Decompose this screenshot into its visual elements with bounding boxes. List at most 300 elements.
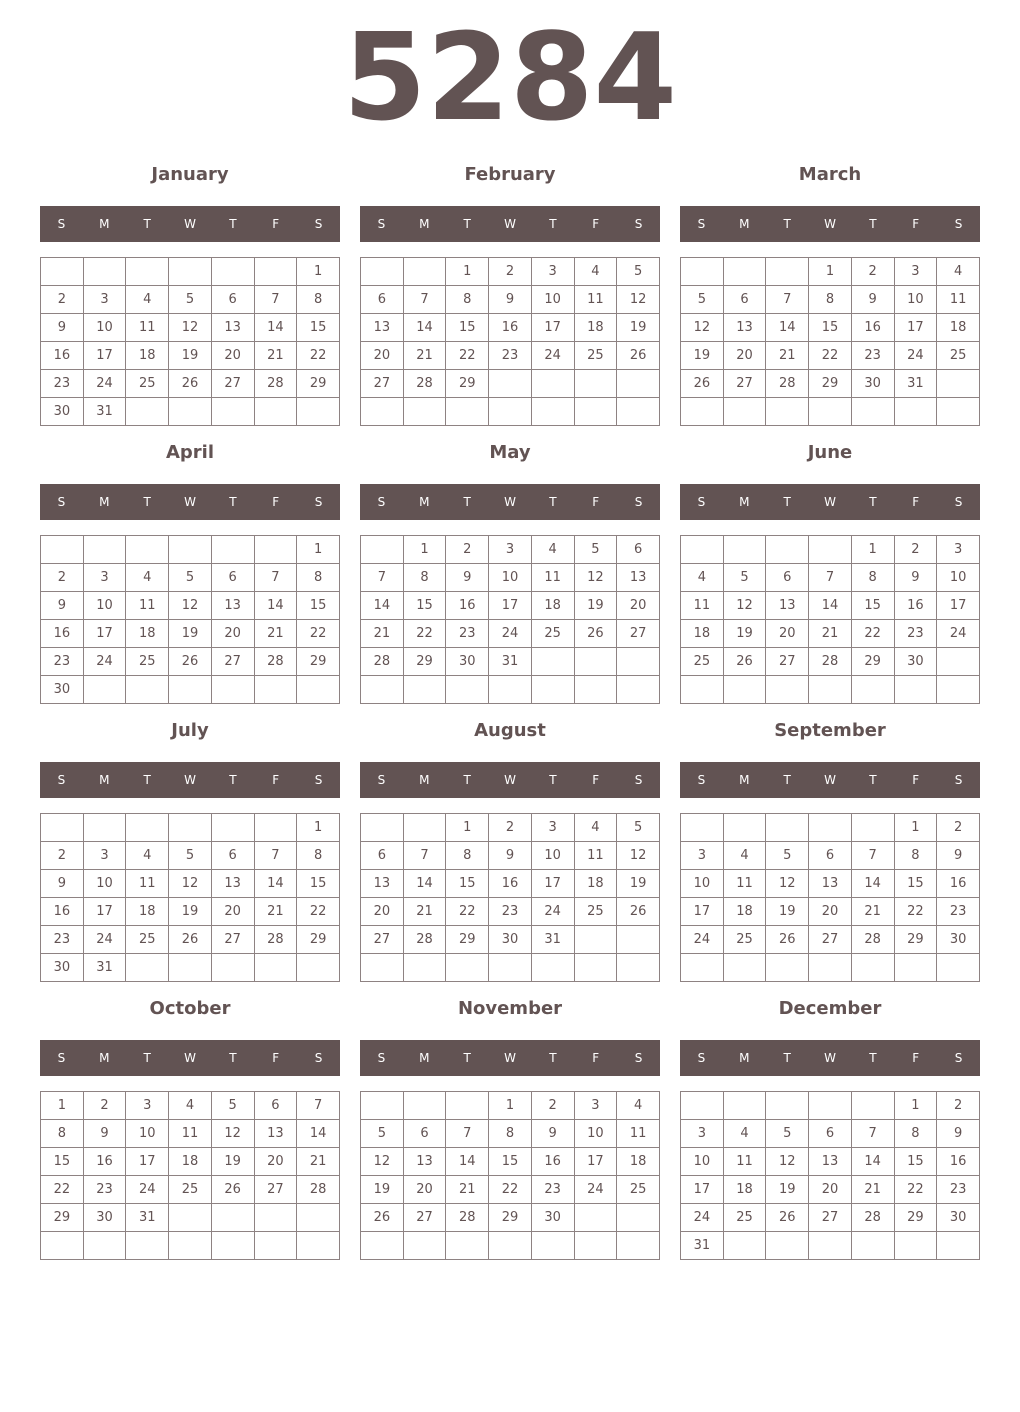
day-cell <box>766 398 809 426</box>
day-cell: 4 <box>617 1092 660 1120</box>
day-cell: 3 <box>126 1092 169 1120</box>
day-cell: 20 <box>809 898 852 926</box>
day-cell: 3 <box>574 1092 617 1120</box>
day-grid <box>680 1091 980 1260</box>
week-row <box>681 1092 980 1120</box>
day-cell: 28 <box>766 370 809 398</box>
day-cell: 14 <box>809 592 852 620</box>
week-row <box>681 676 980 704</box>
day-cell: 22 <box>446 342 489 370</box>
week-row <box>681 314 980 342</box>
month-name: April <box>165 442 215 463</box>
day-cell: 24 <box>531 898 574 926</box>
weekday-label: T <box>549 217 557 231</box>
day-grid <box>40 535 340 704</box>
day-cell: 5 <box>766 1120 809 1148</box>
day-cell: 22 <box>851 620 894 648</box>
day-cell: 5 <box>617 258 660 286</box>
day-cell: 23 <box>937 1176 980 1204</box>
day-cell: 31 <box>126 1204 169 1232</box>
day-cell: 30 <box>937 926 980 954</box>
weekday-label: M <box>419 1051 430 1065</box>
weekday-label: S <box>377 773 386 787</box>
weekday-label: F <box>272 217 280 231</box>
day-cell: 14 <box>851 870 894 898</box>
day-cell: 31 <box>681 1232 724 1260</box>
day-cell: 16 <box>937 1148 980 1176</box>
month-name: December <box>778 998 882 1019</box>
day-cell: 20 <box>617 592 660 620</box>
month-name: July <box>171 720 209 741</box>
day-cell: 22 <box>297 620 340 648</box>
week-row <box>41 286 340 314</box>
day-cell: 3 <box>894 258 937 286</box>
day-cell: 17 <box>83 898 126 926</box>
day-cell <box>809 398 852 426</box>
day-cell <box>681 814 724 842</box>
day-cell: 8 <box>446 286 489 314</box>
day-cell: 21 <box>851 1176 894 1204</box>
week-row <box>361 398 660 426</box>
day-cell: 5 <box>766 842 809 870</box>
day-cell: 31 <box>489 648 532 676</box>
day-cell: 14 <box>403 314 446 342</box>
day-cell: 19 <box>617 314 660 342</box>
day-cell <box>254 954 297 982</box>
day-cell <box>723 954 766 982</box>
day-cell: 6 <box>211 842 254 870</box>
day-cell: 5 <box>169 286 212 314</box>
day-cell: 28 <box>297 1176 340 1204</box>
day-cell: 9 <box>41 870 84 898</box>
day-cell: 16 <box>937 870 980 898</box>
week-row <box>681 842 980 870</box>
day-cell: 2 <box>937 814 980 842</box>
day-cell: 12 <box>169 870 212 898</box>
day-cell: 24 <box>894 342 937 370</box>
weekday-label: T <box>229 1051 237 1065</box>
day-cell <box>937 1232 980 1260</box>
day-cell: 16 <box>851 314 894 342</box>
day-cell: 17 <box>681 898 724 926</box>
day-cell <box>361 1092 404 1120</box>
weekday-label: W <box>824 217 836 231</box>
day-cell: 30 <box>531 1204 574 1232</box>
day-cell: 20 <box>211 620 254 648</box>
day-cell: 4 <box>574 258 617 286</box>
day-cell: 23 <box>894 620 937 648</box>
day-cell <box>723 1092 766 1120</box>
day-cell: 5 <box>681 286 724 314</box>
day-cell: 23 <box>489 342 532 370</box>
week-row <box>681 620 980 648</box>
day-cell <box>446 954 489 982</box>
day-cell <box>937 676 980 704</box>
day-grid <box>40 257 340 426</box>
day-cell <box>809 1092 852 1120</box>
day-cell: 17 <box>574 1148 617 1176</box>
weekday-label: T <box>143 217 151 231</box>
week-row <box>361 258 660 286</box>
weekday-header <box>40 206 340 242</box>
day-cell: 29 <box>894 1204 937 1232</box>
day-cell: 21 <box>254 620 297 648</box>
weekday-label: S <box>954 495 963 509</box>
day-cell: 23 <box>41 648 84 676</box>
week-row <box>681 898 980 926</box>
day-grid <box>680 257 980 426</box>
day-cell: 7 <box>254 564 297 592</box>
day-cell <box>211 1232 254 1260</box>
day-cell <box>531 648 574 676</box>
day-cell <box>531 1232 574 1260</box>
weekday-header <box>680 1040 980 1076</box>
day-cell: 7 <box>361 564 404 592</box>
day-cell <box>531 676 574 704</box>
weekday-label: S <box>314 1051 323 1065</box>
day-cell <box>574 954 617 982</box>
week-row <box>361 620 660 648</box>
week-row <box>41 370 340 398</box>
weekday-label: M <box>419 495 430 509</box>
day-cell: 15 <box>446 314 489 342</box>
day-cell: 10 <box>937 564 980 592</box>
day-cell: 6 <box>617 536 660 564</box>
day-cell: 9 <box>531 1120 574 1148</box>
day-cell: 8 <box>851 564 894 592</box>
week-row <box>681 342 980 370</box>
day-cell: 28 <box>403 370 446 398</box>
day-cell <box>446 1232 489 1260</box>
day-cell <box>126 1232 169 1260</box>
weekday-label: W <box>504 1051 516 1065</box>
week-row <box>361 842 660 870</box>
day-cell: 25 <box>126 648 169 676</box>
day-cell <box>403 954 446 982</box>
weekday-header <box>680 762 980 798</box>
weekday-label: F <box>592 1051 600 1065</box>
day-cell <box>681 258 724 286</box>
day-cell: 25 <box>126 370 169 398</box>
day-cell: 22 <box>894 898 937 926</box>
day-cell: 10 <box>83 592 126 620</box>
weekday-label: M <box>739 1051 750 1065</box>
day-cell: 6 <box>403 1120 446 1148</box>
day-cell: 6 <box>766 564 809 592</box>
day-cell: 26 <box>681 370 724 398</box>
day-cell: 25 <box>574 898 617 926</box>
day-cell <box>681 954 724 982</box>
day-cell: 14 <box>297 1120 340 1148</box>
day-cell: 2 <box>41 286 84 314</box>
day-cell: 10 <box>531 286 574 314</box>
week-row <box>41 398 340 426</box>
day-cell: 21 <box>361 620 404 648</box>
day-cell <box>617 1204 660 1232</box>
day-cell: 22 <box>894 1176 937 1204</box>
day-cell: 30 <box>41 676 84 704</box>
weekday-label: M <box>99 217 110 231</box>
weekday-label: S <box>634 1051 643 1065</box>
day-cell <box>681 676 724 704</box>
weekday-label: M <box>99 773 110 787</box>
day-cell <box>126 814 169 842</box>
day-cell: 16 <box>446 592 489 620</box>
day-cell: 26 <box>723 648 766 676</box>
day-cell: 3 <box>937 536 980 564</box>
day-cell: 23 <box>83 1176 126 1204</box>
day-cell: 24 <box>937 620 980 648</box>
day-cell: 5 <box>617 814 660 842</box>
day-cell: 25 <box>681 648 724 676</box>
day-cell: 18 <box>574 870 617 898</box>
day-cell <box>446 1092 489 1120</box>
day-cell: 13 <box>211 314 254 342</box>
day-cell: 4 <box>723 842 766 870</box>
weekday-label: T <box>463 495 471 509</box>
day-cell: 9 <box>851 286 894 314</box>
weekday-label: F <box>272 1051 280 1065</box>
day-cell <box>254 258 297 286</box>
day-cell <box>531 398 574 426</box>
week-row <box>361 870 660 898</box>
day-cell <box>531 370 574 398</box>
day-cell <box>403 398 446 426</box>
day-cell: 31 <box>894 370 937 398</box>
month-name: August <box>474 720 546 741</box>
day-cell: 10 <box>681 1148 724 1176</box>
day-cell: 26 <box>617 342 660 370</box>
day-cell: 23 <box>851 342 894 370</box>
weekday-label: F <box>912 217 920 231</box>
day-cell: 12 <box>574 564 617 592</box>
day-cell: 10 <box>894 286 937 314</box>
day-grid <box>360 813 660 982</box>
day-cell: 7 <box>446 1120 489 1148</box>
day-cell: 16 <box>489 314 532 342</box>
day-cell: 12 <box>723 592 766 620</box>
day-cell: 6 <box>211 286 254 314</box>
day-cell: 9 <box>446 564 489 592</box>
day-cell <box>211 258 254 286</box>
day-cell <box>211 814 254 842</box>
day-cell: 9 <box>489 842 532 870</box>
day-cell <box>41 814 84 842</box>
day-cell: 3 <box>531 258 574 286</box>
day-cell: 7 <box>851 1120 894 1148</box>
day-cell: 29 <box>446 926 489 954</box>
day-cell: 30 <box>41 398 84 426</box>
week-row <box>681 1148 980 1176</box>
day-cell: 25 <box>617 1176 660 1204</box>
day-cell: 12 <box>169 314 212 342</box>
day-cell <box>766 676 809 704</box>
week-row <box>361 314 660 342</box>
day-cell <box>169 954 212 982</box>
weekday-label: S <box>954 1051 963 1065</box>
day-cell: 5 <box>169 842 212 870</box>
day-cell <box>211 398 254 426</box>
day-cell <box>574 398 617 426</box>
weekday-label: W <box>824 1051 836 1065</box>
weekday-label: W <box>504 217 516 231</box>
day-cell: 29 <box>851 648 894 676</box>
day-cell <box>169 676 212 704</box>
day-cell: 30 <box>851 370 894 398</box>
day-cell <box>574 648 617 676</box>
weekday-label: F <box>912 495 920 509</box>
day-cell <box>766 536 809 564</box>
day-cell <box>211 1204 254 1232</box>
day-cell: 3 <box>83 842 126 870</box>
day-cell: 28 <box>254 648 297 676</box>
day-cell: 10 <box>574 1120 617 1148</box>
day-cell: 7 <box>297 1092 340 1120</box>
day-cell: 12 <box>766 1148 809 1176</box>
weekday-header <box>40 484 340 520</box>
day-cell <box>531 954 574 982</box>
day-cell: 11 <box>574 286 617 314</box>
day-cell: 22 <box>809 342 852 370</box>
day-cell: 16 <box>41 620 84 648</box>
day-cell: 24 <box>681 1204 724 1232</box>
week-row <box>681 398 980 426</box>
weekday-label: S <box>314 495 323 509</box>
day-cell <box>766 258 809 286</box>
day-cell: 29 <box>446 370 489 398</box>
day-cell: 27 <box>254 1176 297 1204</box>
day-cell <box>574 370 617 398</box>
week-row <box>681 926 980 954</box>
day-cell: 10 <box>126 1120 169 1148</box>
week-row <box>41 620 340 648</box>
day-cell: 19 <box>169 620 212 648</box>
weekday-label: T <box>463 217 471 231</box>
day-cell: 29 <box>403 648 446 676</box>
day-cell: 17 <box>531 870 574 898</box>
day-cell: 31 <box>531 926 574 954</box>
year-title: 5284 <box>343 9 677 148</box>
day-cell: 3 <box>681 842 724 870</box>
weekday-header <box>360 1040 660 1076</box>
day-cell: 25 <box>937 342 980 370</box>
day-cell <box>766 1092 809 1120</box>
day-cell: 27 <box>211 370 254 398</box>
day-cell: 1 <box>41 1092 84 1120</box>
day-cell: 7 <box>809 564 852 592</box>
day-cell: 13 <box>723 314 766 342</box>
week-row <box>361 648 660 676</box>
day-cell <box>489 954 532 982</box>
day-cell: 1 <box>297 258 340 286</box>
day-cell <box>617 1232 660 1260</box>
week-row <box>361 370 660 398</box>
day-cell: 21 <box>403 342 446 370</box>
day-cell <box>41 258 84 286</box>
day-cell: 8 <box>446 842 489 870</box>
day-cell: 24 <box>83 648 126 676</box>
day-cell <box>83 536 126 564</box>
day-cell <box>851 398 894 426</box>
weekday-label: M <box>419 217 430 231</box>
day-cell <box>766 814 809 842</box>
day-cell: 27 <box>809 1204 852 1232</box>
day-cell: 21 <box>254 898 297 926</box>
month-name: September <box>774 720 886 741</box>
day-cell: 19 <box>574 592 617 620</box>
day-cell: 27 <box>809 926 852 954</box>
day-cell <box>361 536 404 564</box>
day-cell: 11 <box>723 870 766 898</box>
day-cell: 23 <box>937 898 980 926</box>
day-cell: 24 <box>83 370 126 398</box>
weekday-header <box>40 762 340 798</box>
day-cell: 10 <box>83 870 126 898</box>
day-cell <box>126 954 169 982</box>
day-cell <box>297 1232 340 1260</box>
week-row <box>41 814 340 842</box>
day-cell: 30 <box>937 1204 980 1232</box>
week-row <box>361 564 660 592</box>
weekday-label: T <box>783 773 791 787</box>
weekday-label: F <box>912 773 920 787</box>
day-cell: 23 <box>531 1176 574 1204</box>
weekday-label: S <box>697 1051 706 1065</box>
day-cell: 8 <box>894 1120 937 1148</box>
day-cell: 29 <box>489 1204 532 1232</box>
day-cell <box>254 1204 297 1232</box>
weekday-label: W <box>184 1051 196 1065</box>
weekday-label: F <box>592 773 600 787</box>
day-cell <box>617 676 660 704</box>
day-cell: 15 <box>894 870 937 898</box>
week-row <box>361 592 660 620</box>
week-row <box>681 258 980 286</box>
day-cell: 16 <box>83 1148 126 1176</box>
weekday-label: S <box>57 217 66 231</box>
day-cell: 27 <box>617 620 660 648</box>
day-cell: 18 <box>126 898 169 926</box>
weekday-label: S <box>377 495 386 509</box>
day-cell: 18 <box>681 620 724 648</box>
week-row <box>361 814 660 842</box>
week-row <box>681 814 980 842</box>
weekday-label: F <box>912 1051 920 1065</box>
day-cell <box>766 1232 809 1260</box>
day-cell: 3 <box>489 536 532 564</box>
day-cell: 23 <box>41 926 84 954</box>
day-cell: 16 <box>41 898 84 926</box>
weekday-header <box>360 762 660 798</box>
weekday-label: S <box>634 217 643 231</box>
day-cell: 8 <box>41 1120 84 1148</box>
day-cell: 2 <box>851 258 894 286</box>
day-cell <box>361 398 404 426</box>
weekday-label: T <box>869 495 877 509</box>
day-cell <box>723 676 766 704</box>
day-cell: 22 <box>403 620 446 648</box>
day-cell <box>126 536 169 564</box>
day-cell <box>766 954 809 982</box>
day-cell: 11 <box>937 286 980 314</box>
week-row <box>41 1204 340 1232</box>
weekday-header <box>680 206 980 242</box>
day-cell: 29 <box>894 926 937 954</box>
day-cell: 27 <box>361 926 404 954</box>
weekday-label: S <box>697 773 706 787</box>
day-cell: 5 <box>169 564 212 592</box>
day-cell: 15 <box>297 592 340 620</box>
